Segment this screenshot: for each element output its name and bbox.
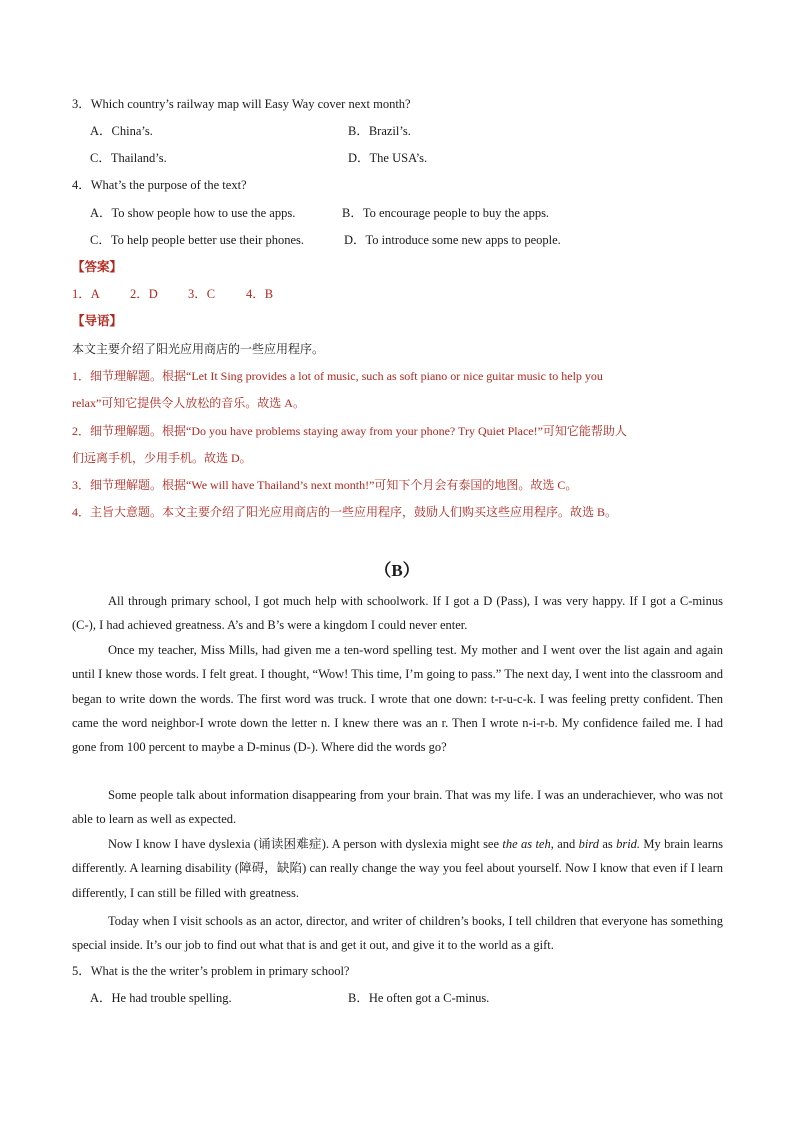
question-3-option-d: D．The USA’s. xyxy=(348,151,428,165)
passage-paragraph-2 xyxy=(72,638,723,759)
explanation-3: 3．细节理解题。根据“We will have Thailand’s next month!”可知下个月会有泰国的地图。故选 C。 xyxy=(72,478,578,492)
answer-1: 1．A xyxy=(72,287,100,301)
passage-paragraph-4-text-a: Now I know I have dyslexia (诵读困难症). A person with dyslexia might see xyxy=(108,837,503,851)
example-the-teh: the as teh xyxy=(502,837,551,851)
explanation-2-line-1: 2．细节理解题。根据“Do you have problems staying away from your phone? Try Quiet Place!”可知它能帮助人 xyxy=(72,424,627,438)
passage-paragraph-3 xyxy=(72,783,723,832)
guide-intro: 本文主要介绍了阳光应用商店的一些应用程序。 xyxy=(72,342,325,356)
explanation-2-line-2: 们远离手机，少用手机。故选 D。 xyxy=(72,451,252,465)
passage-paragraph-5 xyxy=(72,909,723,958)
question-4-option-b: B．To encourage people to buy the apps. xyxy=(342,206,550,220)
explanation-1-line-2: relax”可知它提供令人放松的音乐。故选 A。 xyxy=(72,396,305,410)
passage-paragraph-5-text: Today when I visit schools as an actor, director, and writer of children’s books, I tell children that everyone has something special inside. It’s our job to find out what that is and get it out, and give it to the world as a gift. xyxy=(72,914,723,953)
question-3-stem: 3．Which country’s railway map will Easy Way cover next month? xyxy=(72,97,411,111)
answer-3: 3．C xyxy=(188,287,216,301)
answer-4: 4．B xyxy=(246,287,274,301)
passage-paragraph-4-text-d: My brain learns differently. A learning disability (障碍，缺陷) can really change the way you feel about yourself. Now I know that even if I learn differently, I can still be filled with greatness. xyxy=(72,837,723,900)
explanation-4: 4．主旨大意题。本文主要介绍了阳光应用商店的一些应用程序，鼓励人们购买这些应用程序。故选 B。 xyxy=(72,505,618,519)
example-bird: bird xyxy=(578,837,599,851)
section-b-title: （B） xyxy=(374,561,420,580)
question-4-option-d: D．To introduce some new apps to people. xyxy=(344,233,561,247)
example-brid: brid. xyxy=(616,837,641,851)
question-4-option-c: C．To help people better use their phones. xyxy=(90,233,305,247)
passage-paragraph-3-text: Some people talk about information disappearing from your brain. That was my life. I was an underachiever, who was not able to learn as well as expected. xyxy=(72,788,723,827)
passage-paragraph-4 xyxy=(72,832,723,905)
question-3-option-a: A．China’s. xyxy=(90,124,153,138)
passage-paragraph-2-text: Once my teacher, Miss Mills, had given me a ten-word spelling test. My mother and I went over the list again and again until I knew those words. I felt great. I thought, “Wow! This time, I’m going to pass.” The next day, I went into the classroom and began to write down the words. The first word was truck. I wrote that one down: t-r-u-c-k. I was feeling pretty confident. Then came the word neighbor-I wrote down the letter n. I knew there was an r. Then I wrote n-i-r-b. My confidence failed me. I had gone from 100 percent to maybe a D-minus (D-). Where did the words go? xyxy=(72,643,723,755)
question-3-option-c: C．Thailand’s. xyxy=(90,151,167,165)
guide-heading: 【导语】 xyxy=(72,314,123,328)
explanation-1-line-1: 1．细节理解题。根据“Let It Sing provides a lot of music, such as soft piano or nice guitar music to help you xyxy=(72,369,603,383)
passage-paragraph-1 xyxy=(72,589,723,638)
passage-paragraph-4-text-b: , and xyxy=(550,837,579,851)
question-4-stem: 4．What’s the purpose of the text? xyxy=(72,178,247,192)
question-3-option-b: B．Brazil’s. xyxy=(348,124,411,138)
question-5-option-b: B．He often got a C-minus. xyxy=(348,991,490,1005)
passage-paragraph-4-text-c: as xyxy=(598,837,617,851)
answer-2: 2．D xyxy=(130,287,158,301)
answer-heading: 【答案】 xyxy=(72,260,123,274)
passage-paragraph-1-text: All through primary school, I got much help with schoolwork. If I got a D (Pass), I was very happy. If I got a C-minus (C-), I had achieved greatness. A’s and B’s were a kingdom I could never enter. xyxy=(72,594,723,633)
question-4-option-a: A．To show people how to use the apps. xyxy=(90,206,296,220)
question-5-stem: 5．What is the the writer’s problem in primary school? xyxy=(72,964,350,978)
question-5-option-a: A．He had trouble spelling. xyxy=(90,991,232,1005)
